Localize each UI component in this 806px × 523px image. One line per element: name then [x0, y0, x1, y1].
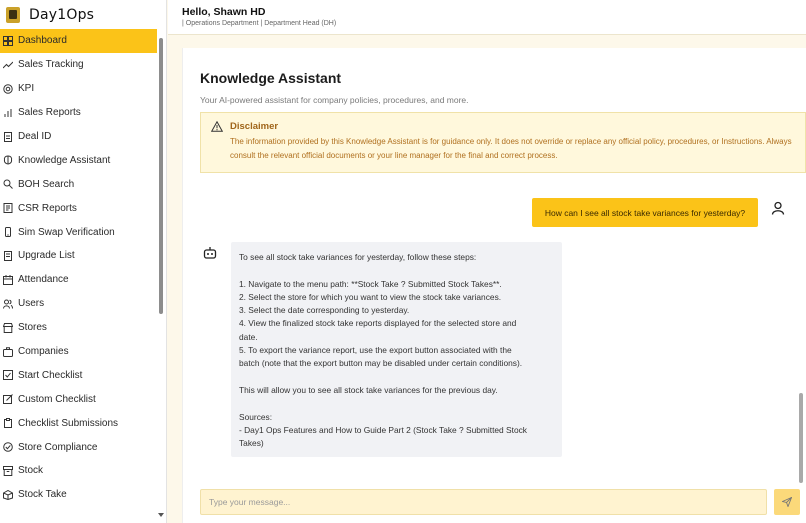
chat-scrollbar[interactable] [799, 393, 803, 483]
sidebar-item-stock-take[interactable] [0, 483, 157, 507]
sidebar-item-label: Start Checklist [18, 369, 83, 381]
send-button[interactable] [774, 489, 800, 515]
document-icon [3, 132, 13, 142]
search-icon [3, 179, 13, 189]
sidebar-item-users[interactable] [0, 292, 157, 316]
store-icon [3, 323, 13, 333]
user-avatar-icon [771, 201, 785, 215]
box-icon [3, 466, 13, 476]
sidebar-item-store-compliance[interactable] [0, 435, 157, 459]
sidebar-item-sim-swap-verification[interactable] [0, 220, 157, 244]
bot-message-line: Takes) [239, 438, 264, 449]
list-icon [3, 251, 13, 261]
bot-message-line: - Day1 Ops Features and How to Guide Part 2 (Stock Take ? Submitted Stock [239, 424, 527, 435]
sidebar-scroll-thumb[interactable] [159, 38, 163, 314]
bar-chart-icon [3, 108, 13, 118]
sidebar-item-label: CSR Reports [18, 202, 77, 214]
sidebar-item-label: Sales Tracking [18, 59, 84, 71]
sidebar-item-label: Knowledge Assistant [18, 154, 111, 166]
sidebar-item-upgrade-list[interactable] [0, 244, 157, 268]
sidebar-item-label: Deal ID [18, 131, 52, 142]
scroll-down-arrow-icon[interactable] [158, 513, 164, 517]
target-icon [3, 84, 13, 94]
sidebar-item-knowledge-assistant[interactable] [0, 148, 157, 172]
sidebar-item-label: KPI [18, 83, 35, 95]
sidebar-item-label: Stores [18, 322, 47, 334]
sidebar-item-label: BOH Search [18, 178, 75, 190]
dashboard-icon [3, 36, 13, 46]
users-icon [3, 299, 13, 309]
sidebar-item-label: Attendance [18, 274, 69, 286]
sidebar-item-label: Store Compliance [18, 441, 98, 453]
bot-message-line: batch (note that the export button may be disabled under certain conditions). [239, 358, 523, 369]
sidebar-item-label: Companies [18, 346, 69, 358]
warning-icon [211, 121, 223, 132]
brain-icon [3, 155, 13, 165]
sidebar-item-stock[interactable] [0, 459, 157, 483]
stock-take-icon [3, 490, 13, 500]
knowledge-assistant-panel [182, 48, 806, 523]
sidebar-item-checklist-submissions[interactable] [0, 411, 157, 435]
bot-message-line: 1. Navigate to the menu path: **Stock Take ? Submitted Stock Takes**. [239, 278, 502, 289]
user-department-role: | Operations Department | Department Head (DH) [182, 20, 337, 27]
bot-message-line: 4. View the finalized stock take reports displayed for the selected store and [239, 318, 517, 329]
trending-icon [3, 60, 13, 70]
message-input[interactable] [200, 489, 767, 515]
bot-message-line: This will allow you to see all stock take variances for the previous day. [239, 384, 498, 395]
sidebar-item-attendance[interactable] [0, 268, 157, 292]
sidebar-item-label: Sales Reports [18, 107, 81, 119]
edit-icon [3, 394, 13, 404]
building-icon [3, 347, 13, 357]
sidebar-item-boh-search[interactable] [0, 172, 157, 196]
check-circle-icon [3, 442, 13, 452]
sidebar-item-sales-reports[interactable] [0, 101, 157, 125]
page-description: Your AI-powered assistant for company policies, procedures, and more. [200, 95, 469, 105]
sidebar [0, 0, 167, 523]
bot-message-line: To see all stock take variances for yesterday, follow these steps: [239, 252, 477, 262]
sidebar-item-start-checklist[interactable] [0, 363, 157, 387]
bot-message-line: 2. Select the store for which you want to view the stock take variances. [239, 291, 502, 302]
sidebar-item-label: Dashboard [18, 35, 67, 47]
sidebar-item-sales-tracking[interactable] [0, 53, 157, 77]
brand[interactable] [0, 0, 166, 30]
sidebar-item-label: Stock Take [18, 489, 67, 501]
bot-message-line: Sources: [239, 411, 273, 422]
send-icon [782, 497, 792, 507]
top-header [168, 0, 806, 35]
disclaimer-title: Disclaimer [230, 121, 279, 132]
clipboard-icon [3, 418, 13, 428]
sidebar-item-csr-reports[interactable] [0, 196, 157, 220]
sidebar-item-custom-checklist[interactable] [0, 387, 157, 411]
sidebar-item-label: Sim Swap Verification [18, 226, 115, 238]
page-title: Knowledge Assistant [200, 70, 342, 86]
bot-avatar-icon [203, 246, 217, 260]
app-logo-icon [6, 7, 20, 23]
sidebar-item-deal-id[interactable] [0, 125, 157, 149]
sidebar-item-label: Stock [18, 465, 44, 477]
bot-message-bubble [231, 242, 562, 457]
app-name: Day1Ops [29, 7, 95, 23]
checklist-icon [3, 370, 13, 380]
user-greeting: Hello, Shawn HD [182, 6, 266, 18]
sidebar-item-companies[interactable] [0, 340, 157, 364]
phone-icon [3, 227, 13, 237]
disclaimer-text: The information provided by this Knowledge Assistant is for guidance only. It does not override or replace any official policy, procedures, or Instructions. Always consult the relevant official documents or your line manager for the final and correct process. [230, 137, 792, 160]
sidebar-nav [0, 29, 157, 507]
sidebar-item-label: Upgrade List [18, 250, 75, 262]
bot-message-line: 3. Select the date corresponding to yesterday. [239, 305, 410, 316]
calendar-icon [3, 275, 13, 285]
sidebar-item-label: Checklist Submissions [18, 417, 119, 429]
sidebar-item-dashboard[interactable] [0, 29, 157, 53]
sidebar-scrollbar[interactable] [158, 28, 164, 523]
user-message-bubble: How can I see all stock take variances for yesterday? [532, 198, 758, 227]
sidebar-item-stores[interactable] [0, 316, 157, 340]
disclaimer-box [200, 112, 806, 173]
report-icon [3, 203, 13, 213]
sidebar-item-label: Users [18, 298, 45, 310]
sidebar-item-label: Custom Checklist [18, 393, 96, 405]
sidebar-item-kpi[interactable] [0, 77, 157, 101]
bot-message-line: 5. To export the variance report, use the export button associated with the [239, 345, 512, 356]
bot-message-line: date. [239, 331, 258, 342]
